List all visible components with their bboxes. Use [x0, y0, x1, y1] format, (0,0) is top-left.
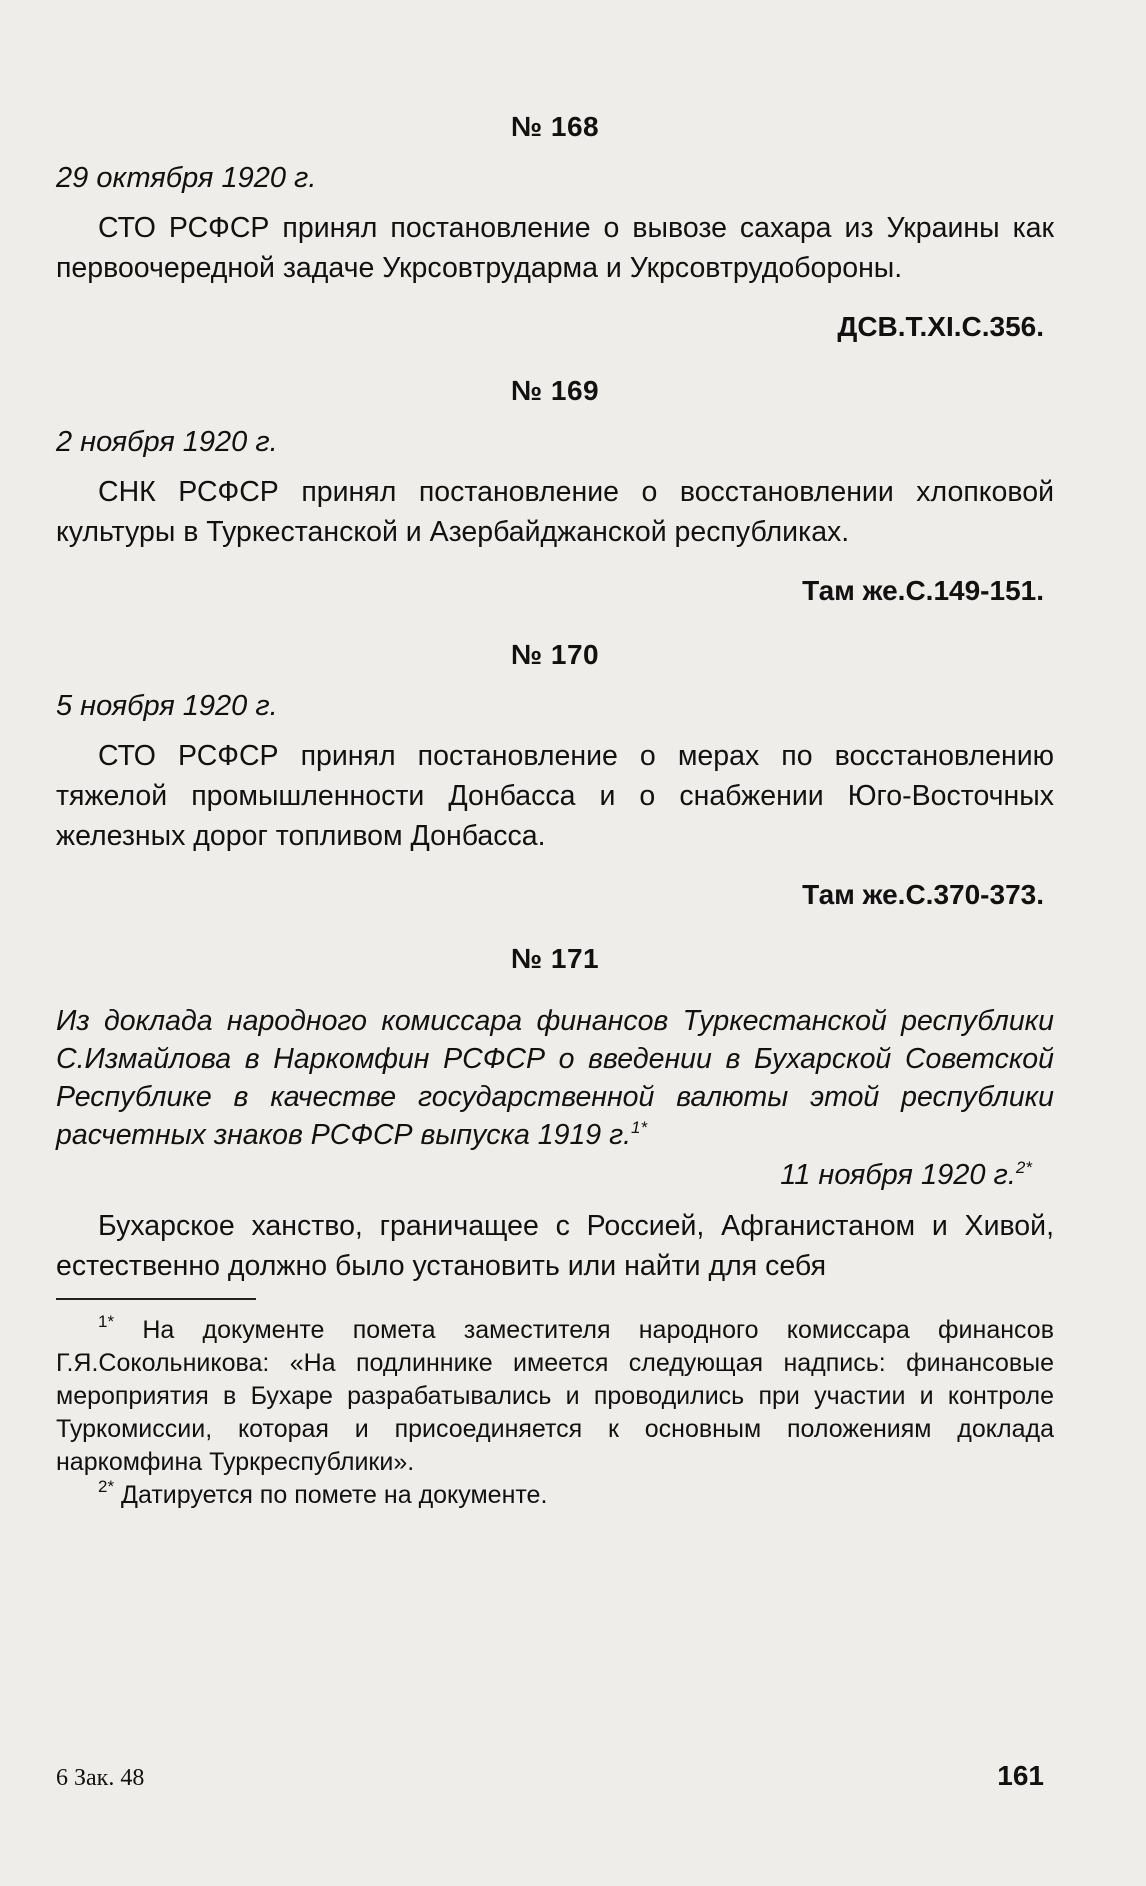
printer-signature: 6 Зак. 48 — [56, 1765, 145, 1791]
footnote-text: Датируется по помете на документе. — [121, 1481, 548, 1509]
document-number: № 169 — [510, 375, 600, 406]
footnote — [56, 1479, 1054, 1512]
document-171 — [56, 942, 1054, 1286]
document-date: 29 октября 1920 г. — [56, 162, 317, 194]
document-date — [56, 1156, 1054, 1194]
document-text: СТО РСФСР принял постановление о вывозе сахара из Украины как первоочередной задаче Укрсовтрудармa и Укрсовтрудобороны. — [56, 212, 1054, 284]
document-source: Там же.С.149-151. — [802, 575, 1044, 606]
footnote-divider — [56, 1298, 256, 1300]
footnote-mark: 1* — [98, 1312, 115, 1331]
document-text: СТО РСФСР принял постановление о мерах по восстановлению тяжелой промышленности Донбасса и о снабжении Юго-Восточных железных дорог топливом Донбасса. — [56, 740, 1054, 852]
document-number: № 171 — [510, 943, 600, 974]
footnote-mark: 1* — [631, 1118, 648, 1137]
document-text: Бухарское ханство, граничащее с Россией, Афганистаном и Хивой, естественно должно было установить или найти для себя — [56, 1210, 1054, 1282]
document-170 — [56, 638, 1054, 912]
document-date: 2 ноября 1920 г. — [56, 426, 278, 458]
document-number: № 168 — [510, 111, 600, 142]
document-text: СНК РСФСР принял постановление о восстановлении хлопковой культуры в Туркестанской и Азербайджанской республиках. — [56, 476, 1054, 548]
document-source: Там же.С.370-373. — [802, 879, 1044, 910]
document-title — [56, 1002, 1054, 1154]
document-date-text: 11 ноября 1920 г. — [780, 1159, 1016, 1191]
footnote-mark: 2* — [98, 1477, 115, 1496]
footnote-text: На документе помета заместителя народного комиссара финансов Г.Я.Сокольникова: «На подлиннике имеется следующая надпись: финансовые мероприятия в Бухаре разрабатывались и проводились при участии и контроле Туркомиссии, которая и присоединяется к основным положениям доклада наркомфина Туркреспублики». — [56, 1316, 1054, 1476]
document-168 — [56, 110, 1054, 344]
document-number: № 170 — [510, 639, 600, 670]
footnote-mark: 2* — [1015, 1158, 1032, 1177]
document-date: 5 ноября 1920 г. — [56, 690, 278, 722]
document-source: ДСВ.Т.XI.С.356. — [837, 311, 1044, 342]
page-number: 161 — [997, 1760, 1044, 1791]
footnote — [56, 1314, 1054, 1479]
page-footer — [56, 1760, 1054, 1792]
document-title-text: Из доклада народного комиссара финансов Туркестанской республики С.Измайлова в Наркомфин РСФСР о введении в Бухарской Советской Республике в качестве государственной валюты этой республики расчетных знаков РСФСР выпуска 1919 г. — [56, 1005, 1054, 1151]
footnotes — [56, 1314, 1054, 1512]
document-169 — [56, 374, 1054, 608]
